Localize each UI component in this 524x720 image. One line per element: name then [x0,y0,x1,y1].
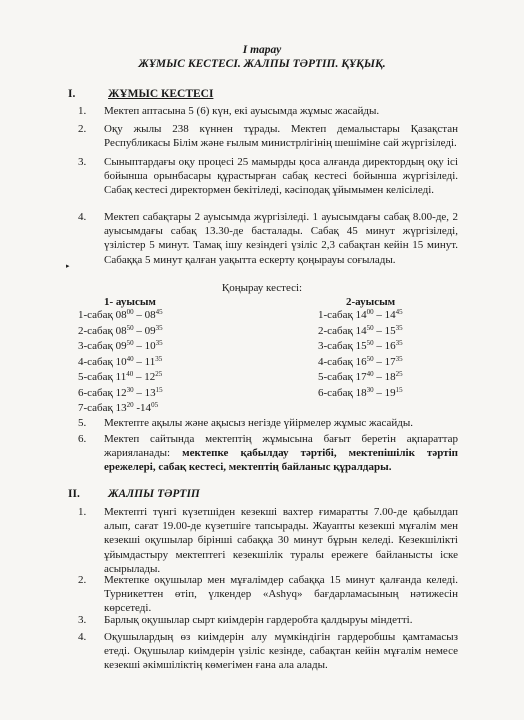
bell-row: 1-сабақ $08^{00} - 08^{45}$ [78,308,163,321]
bell-row: 7-сабақ $13^{20}$ $-14^{05}$ [78,401,159,414]
bell-row: 3-сабақ $09^{50} - 10^{35}$ [78,339,163,352]
bold-text: мектепке қабылдау тәртібі, мектепішілік тәртіп ережелері, сабақ кестесі, мектептің байланыс құралдары. [104,447,458,474]
shift-1-title: 1- ауысым [104,296,156,308]
document-page: I тарау ЖҰМЫС КЕСТЕСІ. ЖАЛПЫ ТӘРТІП. ҚҰҚЫҚ. I. ЖҰМЫС КЕСТЕСІ 1. Мектеп аптасына 5 (6) күн, екі ауысымда жұмыс жасайды. 2. Оқу жылы 238 күннен тұрады. Мектеп демалыстары Қазақстан Республикасы Білім және ғылым министрлігінің шешіміне сай жүргізіледі. 3. Сыныптардағы оқу процесі 25 мамырды қоса алғанда директордың оқу ісі бойынша орынбасары құрастырған сабақ кестесі бойынша жүргізіледі. Сабақ кестесі директормен бекітіледі, кәсіподақ ұйымымен келісіледі. 4. Мектеп сабақтары 2 ауысымда жүргізіледі. 1 ауысымдағы сабақ 8.00-де, 2 ауысымдағы сабақ 13.30-де басталады. Сабақ 45 минут жүргізіледі, үзілістер 5 минут. Тамақ ішу кезіндегі үзіліс 2,3 сабақтан кейін 15 минут. Сабаққа 5 минут қалған уақытта ескерту қоңырауы соғылады. ▸ Қоңырау кестесі: 1- ауысым 2-ауысым 1-сабақ $08^{00} - 08^{45}$ 2-сабақ $08^{50} - 09^{35}$ 3-сабақ $09^{50} - 10^{35}$ 4-сабақ $10^{40} - 11^{35}$ 5-сабақ $11^{40} - 12^{25}$ 6-сабақ $12^{30} - 13^{15}$ 7-сабақ $13^{20}$ $-14^{05}$ 1-сабақ $14^{00} - 14^{45}$ 2-сабақ $14^{50} - 15^{35}$ 3-сабақ $15^{50} - 16^{35}$ 4-сабақ $16^{50} - 17^{35}$ 5-сабақ $17^{40} - 18^{25}$ 6-сабақ $18^{30} - 19^{15}$ 5. Мектепте ақылы және ақысыз негізде үйірмелер жұмыс жасайды. 6. Мектеп сайтында мектептің жұмысына бағыт беретін ақпараттар жарияланады: мектепке қабылдау тәртібі, мектепішілік тәртіп ережелері, сабақ кестесі, мектептің байланыс құралдары. II. ЖАЛПЫ ТӘРТІП 1. Мектепті түнгі күзетшіден кезекші вахтер ғимаратты 7.00-де қабылдап алып, сағат 19.00-де күзетшіге тапсырады. Жауапты кезекші мұғалім мен кезекші оқушылар бірінші сабаққа 30 минут бұрын келеді. Кезекшілікті ұйымдастыру мектептегі кезекшілік туралы ережеге байланысты іске асырылады. 2. Мектепке оқушылар мен мұғалімдер сабаққа 15 минут қалғанда келеді. Турникеттен өтіп, үлкендер «Ashyq» бағдарламасының нәтижесін көрсетеді. 3. Барлық оқушылар сырт киімдерін гардеробта қалдыруы міндетті. 4. Оқушылардың өз киімдерін алу мүмкіндігін гардеробшы қамтамасыз етеді. Оқушылар киімдерін үзіліс кезінде, сабақтан кейін мұғалім немесе кезекші әкімшіліктің көмегімен ғана ала алады. [0,0,524,720]
bell-schedule-title: Қоңырау кестесі: [221,282,303,294]
bell-row: 2-сабақ $08^{50} - 09^{35}$ [78,323,163,337]
bell-row: 4-сабақ $10^{40} - 11^{35}$ [78,354,163,368]
margin-arrow-icon: ▸ [66,262,70,270]
bell-row: 5-сабақ $11^{40} - 12^{25}$ [78,370,163,383]
shift-2-title: 2-ауысым [346,296,396,308]
bell-row: 3-сабақ $15^{50} - 16^{35}$ [318,339,403,352]
section-2-title: ЖАЛПЫ ТӘРТІП [108,488,200,500]
bell-row: 1-сабақ $14^{00} - 14^{45}$ [318,308,403,321]
section-1-number: I. [68,88,76,100]
chapter-title: ЖҰМЫС КЕСТЕСІ. ЖАЛПЫ ТӘРТІП. ҚҰҚЫҚ. [138,58,386,70]
bell-row: 6-сабақ $12^{30} - 13^{15}$ [78,385,163,399]
bell-row: 2-сабақ $14^{50} - 15^{35}$ [318,323,403,337]
chapter-label: I тарау [242,44,282,56]
bell-row: 4-сабақ $16^{50} - 17^{35}$ [318,354,403,368]
bell-row: 6-сабақ $18^{30} - 19^{15}$ [318,385,403,399]
section-2-number: II. [68,488,80,500]
section-1-title: ЖҰМЫС КЕСТЕСІ [108,88,214,100]
bell-row: 5-сабақ $17^{40} - 18^{25}$ [318,370,403,383]
